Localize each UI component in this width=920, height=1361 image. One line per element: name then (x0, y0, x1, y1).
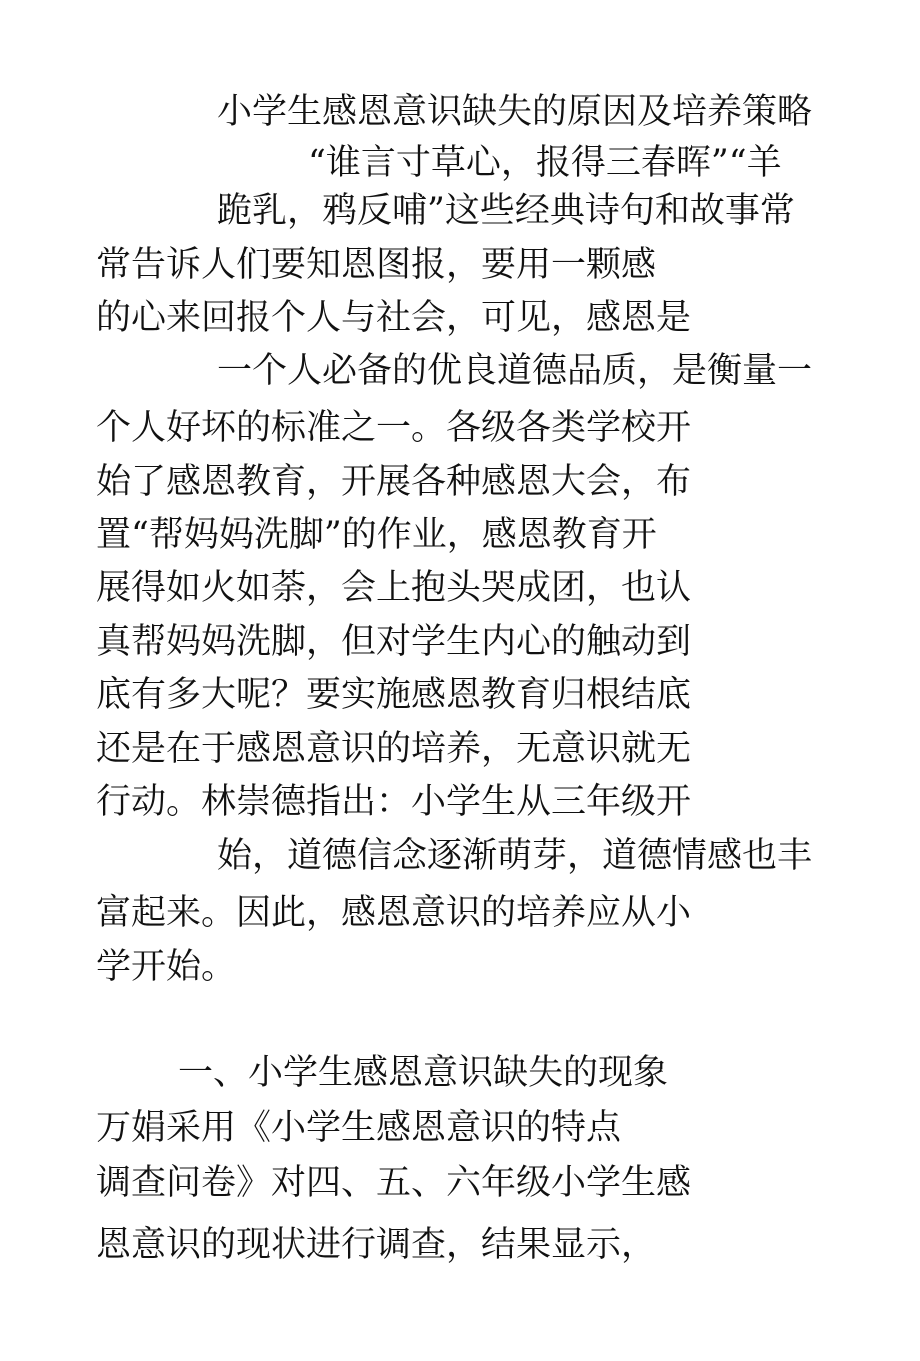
text-line: 常告诉人们要知恩图报，要用一颗感 (96, 245, 657, 285)
text-line: 置“帮妈妈洗脚”的作业，感恩教育开 (96, 515, 657, 555)
text-line: 万娟采用《小学生感恩意识的特点 (96, 1108, 622, 1148)
text-line: 真帮妈妈洗脚，但对学生内心的触动到 (96, 622, 692, 662)
text-line: 还是在于感恩意识的培养，无意识就无 (96, 729, 692, 769)
text-line: 跪乳，鸦反哺”这些经典诗句和故事常 (217, 191, 795, 231)
document-title: 小学生感恩意识缺失的原因及培养策略 (217, 92, 813, 132)
text-line: 个人好坏的标准之一。各级各类学校开 (96, 408, 692, 448)
text-line: “谁言寸草心，报得三春晖”“羊 (308, 143, 782, 183)
text-line: 富起来。因此，感恩意识的培养应从小 (96, 893, 692, 933)
text-line: 恩意识的现状进行调查，结果显示， (96, 1225, 657, 1265)
text-line: 调查问卷》对四、五、六年级小学生感 (96, 1163, 692, 1203)
text-line: 底有多大呢？要实施感恩教育归根结底 (96, 675, 692, 715)
section-heading: 一、小学生感恩意识缺失的现象 (178, 1053, 669, 1093)
text-line: 学开始。 (96, 947, 237, 987)
text-line: 一个人必备的优良道德品质，是衡量一 (217, 351, 813, 391)
text-line: 展得如火如荼，会上抱头哭成团，也认 (96, 568, 692, 608)
text-line: 始了感恩教育，开展各种感恩大会，布 (96, 462, 692, 502)
text-line: 行动。林崇德指出：小学生从三年级开 (96, 782, 692, 822)
text-line: 始，道德信念逐渐萌芽，道德情感也丰 (217, 836, 813, 876)
text-line: 的心来回报个人与社会，可见，感恩是 (96, 298, 692, 338)
